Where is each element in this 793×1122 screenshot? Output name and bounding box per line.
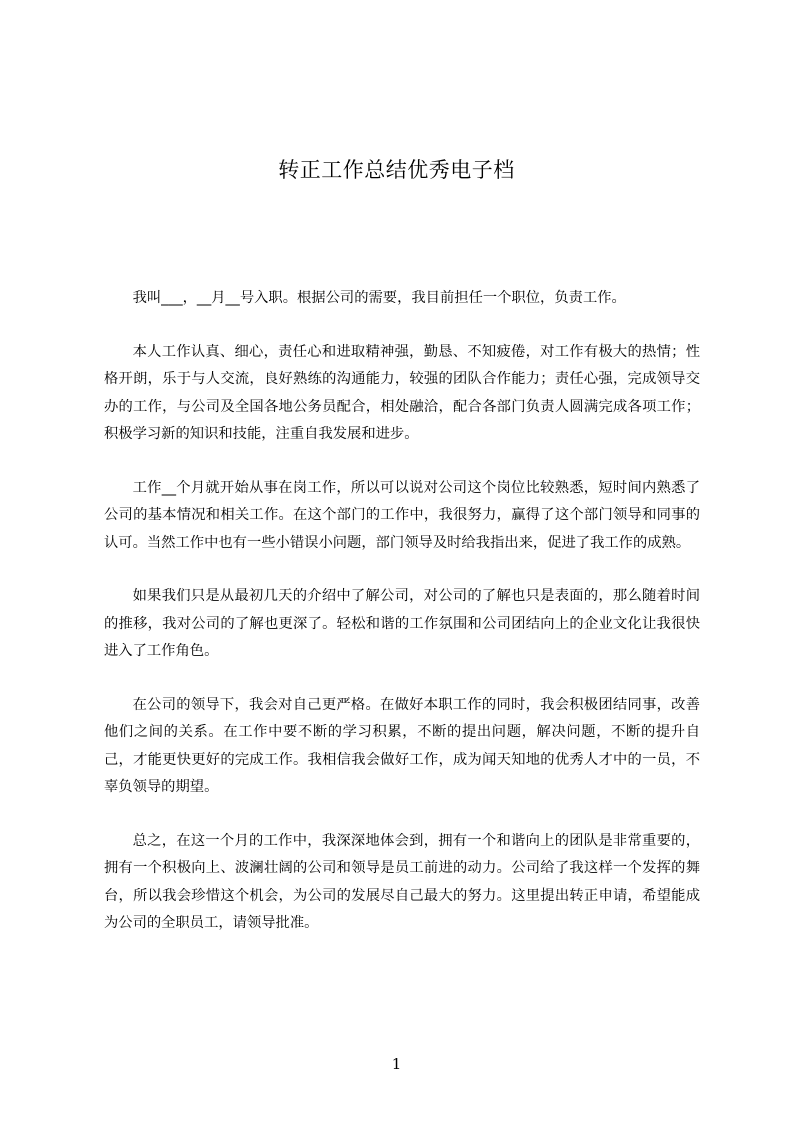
paragraph-intro: 我叫___，__月__号入职。根据公司的需要，我目前担任一个职位，负责工作。 [132,290,626,306]
paragraph-commitment: 在公司的领导下，我会对自己更严格。在做好本职工作的同时，我会积极团结同事，改善他们之间的关系。在工作中要不断的学习积累，不断的提出问题，解决问题，不断的提升自己，才能更快更好的完成工作。我相信我会做好工作，成为闻天知地的优秀人才中的一员，不辜负领导的期望。 [104,696,700,795]
paragraph-conclusion: 总之，在这一个月的工作中，我深深地体会到，拥有一个和谐向上的团队是非常重要的，拥有一个积极向上、波澜壮阔的公司和领导是员工前进的动力。公司给了我这样一个发挥的舞台，所以我会珍惜这个机会，为公司的发展尽自己最大的努力。这里提出转正申请，希望能成为公司的全职员工，请领导批准。 [104,832,700,931]
page-number: 1 [391,1055,402,1073]
paragraph-company-understanding: 如果我们只是从最初几天的介绍中了解公司，对公司的了解也只是表面的，那么随着时间的推移，我对公司的了解也更深了。轻松和谐的工作氛围和公司团结向上的企业文化让我很快进入了工作角色。 [104,588,700,659]
paragraph-self-assessment: 本人工作认真、细心，责任心和进取精神强，勤恳、不知疲倦，对工作有极大的热情；性格开朗，乐于与人交流，良好熟练的沟通能力，较强的团队合作能力；责任心强，完成领导交办的工作，与公司及全国各地公务员配合，相处融洽，配合各部门负责人圆满完成各项工作；积极学习新的知识和技能，注重自我发展和进步。 [104,343,700,442]
paragraph-work-experience: 工作__个月就开始从事在岗工作，所以可以说对公司这个岗位比较熟悉，短时间内熟悉了公司的基本情况和相关工作。在这个部门的工作中，我很努力，赢得了这个部门领导和同事的认可。当然工作中也有一些小错误小问题，部门领导及时给我指出来，促进了我工作的成熟。 [104,479,700,551]
document-title: 转正工作总结优秀电子档 [278,158,515,183]
document-body [104,285,700,964]
